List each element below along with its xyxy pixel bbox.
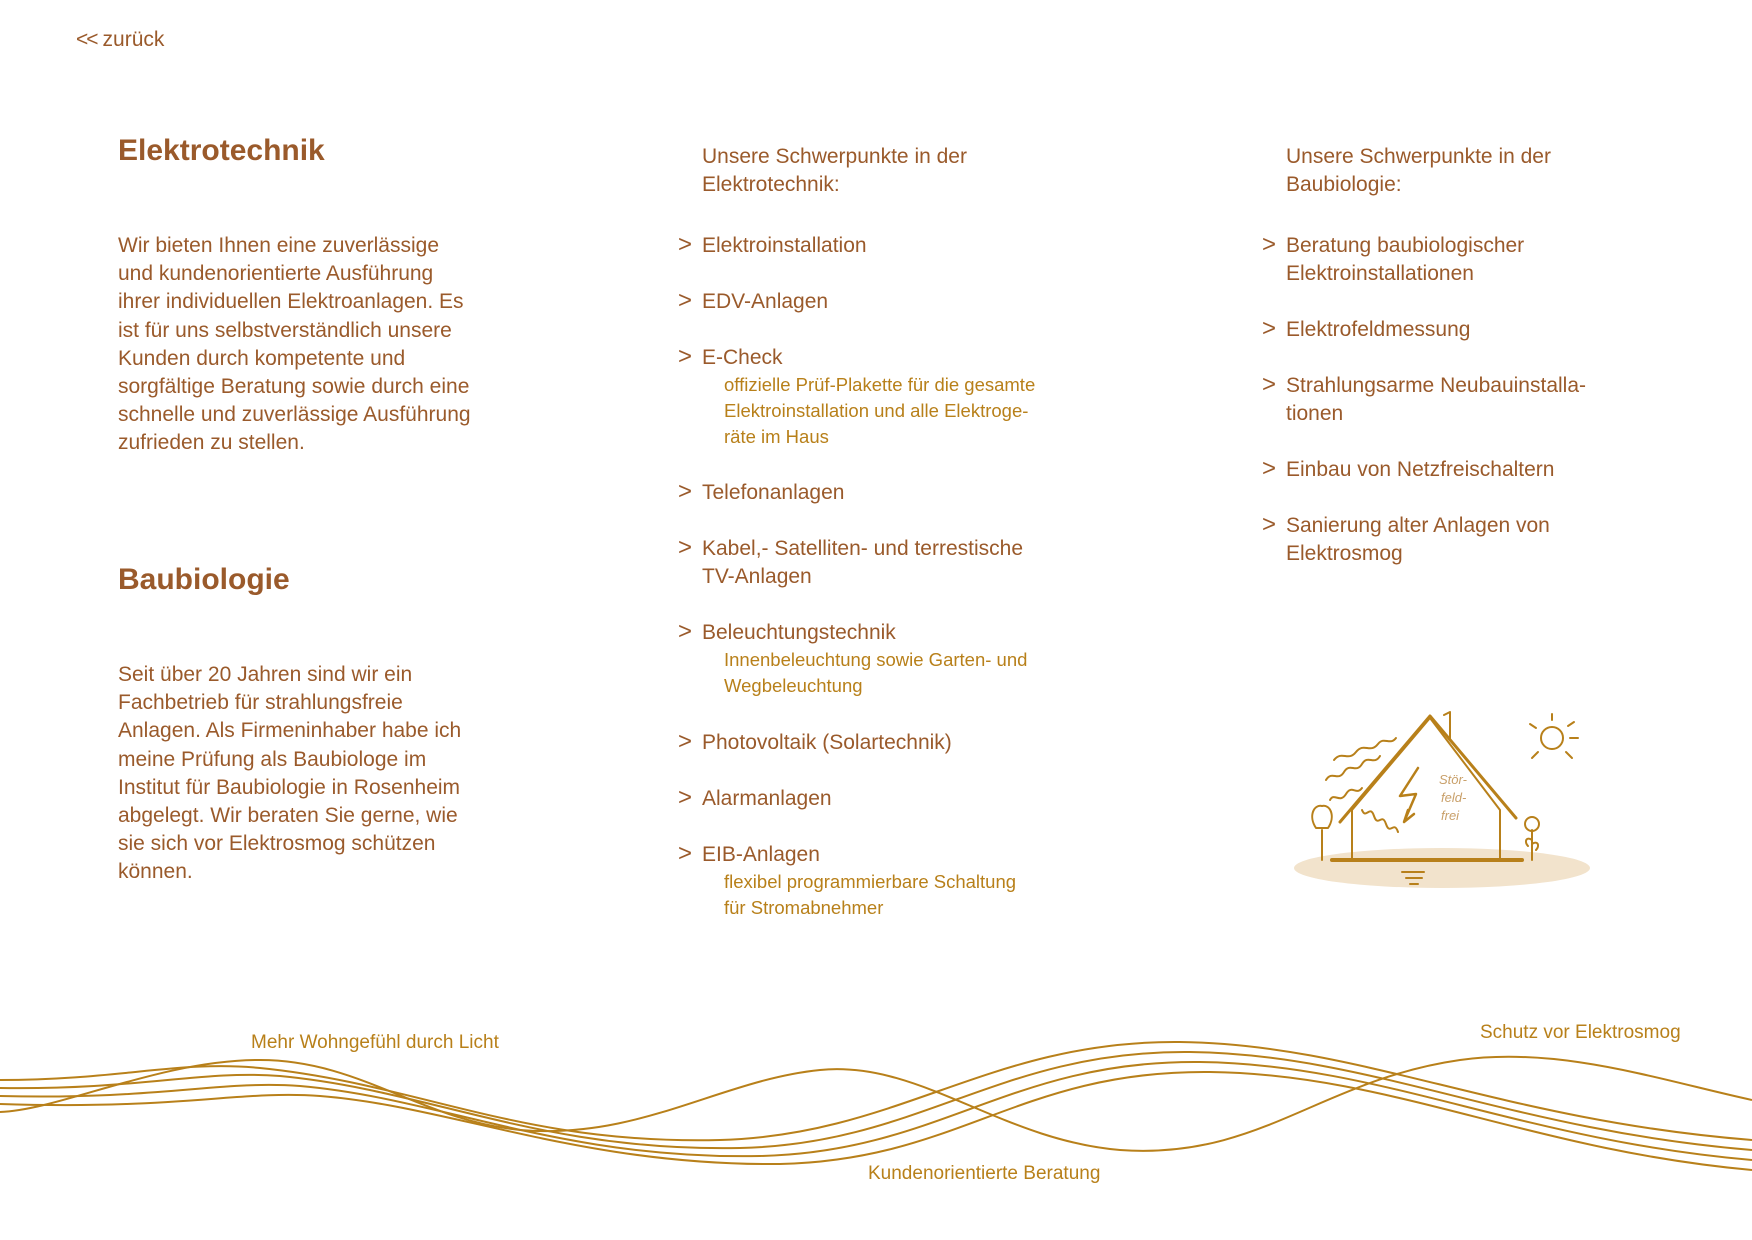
item-description: flexibel programmierbare Schaltung xyxy=(724,871,1017,893)
paragraph-line: zufrieden zu stellen. xyxy=(118,431,305,455)
wave-line xyxy=(0,1052,1752,1150)
item-label: Elektroinstallationen xyxy=(1286,262,1474,286)
paragraph-line: Kunden durch kompetente und xyxy=(118,346,406,370)
intro-line: Unsere Schwerpunkte in der xyxy=(1286,145,1551,168)
sign-line: Stör- xyxy=(1439,772,1467,787)
paragraph-line: können. xyxy=(118,860,193,884)
chevron-right-icon: > xyxy=(1262,511,1277,538)
chevron-right-icon: > xyxy=(678,534,693,561)
chevron-right-icon: > xyxy=(678,784,693,811)
item-label: Elektrofeldmessung xyxy=(1286,318,1471,341)
paragraph-line: Wir bieten Ihnen eine zuverlässige xyxy=(118,234,440,257)
tagline-left: Mehr Wohngefühl durch Licht xyxy=(251,1032,499,1053)
paragraph-line: Institut für Baubiologie in Rosenheim xyxy=(118,775,461,799)
chevron-right-icon: > xyxy=(678,231,693,258)
item-description: offizielle Prüf-Plakette für die gesamte xyxy=(724,374,1036,396)
item-description: Wegbeleuchtung xyxy=(724,675,863,697)
back-label: zurück xyxy=(102,28,165,51)
intro-line: Baubiologie: xyxy=(1286,173,1402,197)
paragraph-line: und kundenorientierte Ausführung xyxy=(118,262,434,286)
tagline-bottom: Kundenorientierte Beratung xyxy=(868,1163,1101,1184)
back-arrows-icon: << xyxy=(76,28,97,51)
sign-line: frei xyxy=(1441,808,1460,823)
item-label: EIB-Anlagen xyxy=(702,843,820,866)
item-description: für Stromabnehmer xyxy=(724,897,884,919)
paragraph-line: schnelle und zuverlässige Ausführung xyxy=(118,403,471,427)
item-label: Photovoltaik (Solartechnik) xyxy=(702,731,952,754)
paragraph-line: abgelegt. Wir beraten Sie gerne, wie xyxy=(118,804,458,828)
item-label: EDV-Anlagen xyxy=(702,290,829,313)
item-label: Beratung baubiologischer xyxy=(1286,234,1525,257)
tagline-right: Schutz vor Elektrosmog xyxy=(1480,1022,1681,1043)
item-label: Sanierung alter Anlagen von xyxy=(1286,514,1550,537)
item-label: Beleuchtungstechnik xyxy=(702,621,896,644)
chevron-right-icon: > xyxy=(1262,231,1277,258)
chevron-right-icon: > xyxy=(1262,371,1277,398)
item-label: E-Check xyxy=(702,346,783,369)
intro-line: Unsere Schwerpunkte in der xyxy=(702,145,967,168)
chevron-right-icon: > xyxy=(678,840,693,867)
item-label: Kabel,- Satelliten- und terrestische xyxy=(702,537,1023,560)
item-label: Elektrosmog xyxy=(1286,542,1403,566)
section-title-elektrotechnik: Elektrotechnik xyxy=(118,134,325,167)
paragraph-line: meine Prüfung als Baubiologe im xyxy=(118,747,427,771)
chevron-right-icon: > xyxy=(678,343,693,370)
chevron-right-icon: > xyxy=(1262,315,1277,342)
sign-line: feld- xyxy=(1441,790,1467,805)
wave-line xyxy=(0,1062,1752,1160)
item-description: Elektroinstallation und alle Elektroge- xyxy=(724,400,1029,422)
item-label: tionen xyxy=(1286,402,1344,426)
item-label: TV-Anlagen xyxy=(702,565,812,589)
paragraph-line: ist für uns selbstverständlich unsere xyxy=(118,318,452,342)
chevron-right-icon: > xyxy=(678,287,693,314)
item-label: Telefonanlagen xyxy=(702,481,845,504)
intro-line: Elektrotechnik: xyxy=(702,173,840,197)
paragraph-line: Fachbetrieb für strahlungsfreie xyxy=(118,691,403,715)
chevron-right-icon: > xyxy=(678,728,693,755)
chevron-right-icon: > xyxy=(678,478,693,505)
paragraph-line: Seit über 20 Jahren sind wir ein xyxy=(118,663,413,686)
item-label: Einbau von Netzfreischaltern xyxy=(1286,458,1555,481)
section-title-baubiologie: Baubiologie xyxy=(118,563,290,596)
paragraph-line: sie sich vor Elektrosmog schützen xyxy=(118,832,436,856)
wave-line xyxy=(0,1072,1752,1170)
item-label: Strahlungsarme Neubauinstalla- xyxy=(1286,374,1586,397)
chevron-right-icon: > xyxy=(1262,455,1277,482)
paragraph-line: sorgfältige Beratung sowie durch eine xyxy=(118,375,470,399)
item-description: räte im Haus xyxy=(724,426,829,448)
chevron-right-icon: > xyxy=(678,618,693,645)
item-label: Alarmanlagen xyxy=(702,787,832,810)
item-label: Elektroinstallation xyxy=(702,234,867,257)
item-description: Innenbeleuchtung sowie Garten- und xyxy=(724,649,1028,671)
paragraph-line: ihrer individuellen Elektroanlagen. Es xyxy=(118,290,464,314)
paragraph-line: Anlagen. Als Firmeninhaber habe ich xyxy=(118,719,462,743)
